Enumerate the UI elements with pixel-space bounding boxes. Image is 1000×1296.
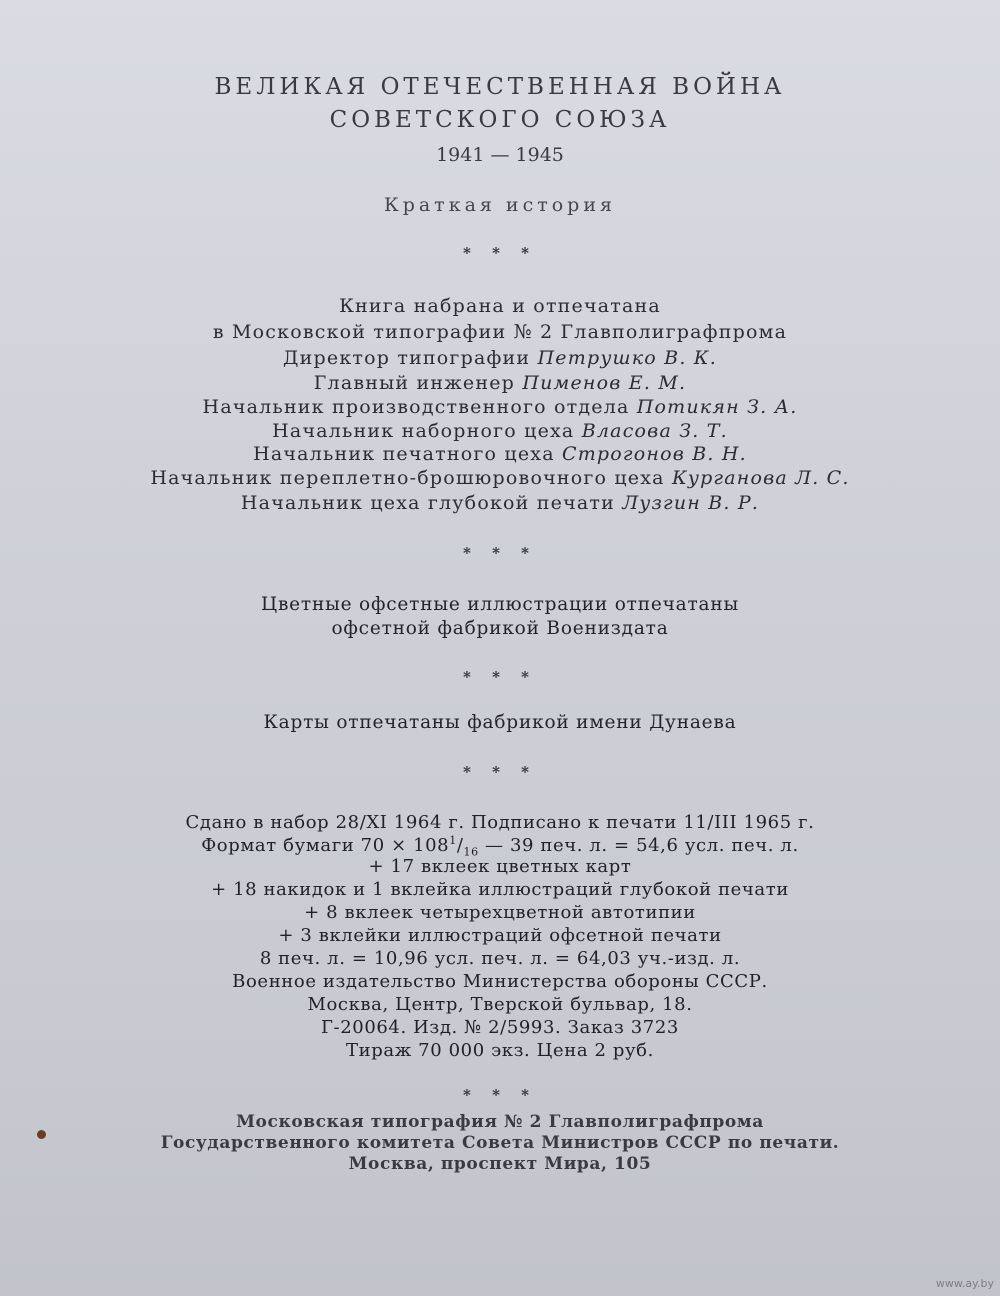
offset-line-1: Цветные офсетные иллюстрации отпечатаны (261, 594, 739, 615)
imprint-sheets: 8 печ. л. = 10,96 усл. печ. л. = 64,03 уч.-изд. л. (259, 948, 741, 969)
imprint-order: Г-20064. Изд. № 2/5993. Заказ 3723 (321, 1017, 679, 1038)
printer-line-3: Москва, проспект Мира, 105 (348, 1154, 652, 1174)
credit-row (0, 420, 1000, 442)
credit-role: Начальник печатного цеха (253, 443, 555, 465)
imprint-print-run: Тираж 70 000 экз. Цена 2 руб. (346, 1040, 654, 1061)
separator-1: * * * (463, 244, 537, 262)
imprint-overlays: + 18 накидок и 1 вклейка иллюстраций глубокой печати (211, 879, 789, 900)
imprint-dates: Сдано в набор 28/XI 1964 г. Подписано к печати 11/III 1965 г. (185, 812, 815, 833)
separator-2: * * * (463, 544, 537, 562)
credit-row (0, 443, 1000, 465)
imprint-offset: + 3 вклейки иллюстраций офсетной печати (278, 925, 722, 946)
separator-4: * * * (463, 763, 537, 781)
book-years: 1941 — 1945 (436, 144, 564, 166)
paper-stain (37, 1130, 46, 1139)
imprint-address: Москва, Центр, Тверской бульвар, 18. (307, 994, 693, 1015)
credit-row (0, 492, 1000, 514)
credit-role: Начальник наборного цеха (272, 420, 575, 442)
credit-name: Петрушко В. К. (537, 347, 717, 369)
credit-role: Начальник производственного отдела (202, 396, 630, 418)
credit-role: Главный инженер (313, 372, 516, 394)
credits-intro-2: в Московской типографии № 2 Главполиграфпрома (212, 321, 788, 343)
imprint-maps-count: + 17 вклеек цветных карт (368, 856, 632, 877)
offset-line-2: офсетной фабрикой Воениздата (331, 618, 669, 639)
imprint-autotype: + 8 вклеек четырехцветной автотипии (304, 902, 696, 923)
printer-line-2: Государственного комитета Совета Министров СССР по печати. (160, 1133, 840, 1153)
credit-name: Строгонов В. Н. (561, 443, 747, 465)
book-title-line2: СОВЕТСКОГО СОЮЗА (329, 107, 671, 133)
credit-name: Лузгин В. Р. (622, 492, 760, 514)
site-watermark: www.ay.by (935, 1277, 994, 1290)
credit-name: Пименов Е. М. (522, 372, 687, 394)
imprint-publisher: Военное издательство Министерства обороны СССР. (232, 971, 768, 992)
format-numerator: 1 (449, 834, 457, 847)
format-text: Формат бумаги 70 × 108 (201, 835, 450, 856)
separator-3: * * * (463, 668, 537, 686)
credit-row (0, 347, 1000, 369)
credit-name: Власова З. Т. (581, 420, 728, 442)
book-subtitle: Краткая история (383, 194, 616, 216)
credit-name: Курганова Л. С. (671, 467, 850, 489)
credits-intro-1: Книга набрана и отпечатана (339, 295, 661, 317)
separator-5: * * * (463, 1086, 537, 1104)
credit-row (0, 372, 1000, 394)
credit-role: Начальник цеха глубокой печати (240, 492, 615, 514)
credit-row (0, 467, 1000, 489)
credit-row (0, 396, 1000, 418)
format-denominator: 16 (463, 845, 479, 859)
credit-role: Начальник переплетно-брошюровочного цеха (150, 467, 665, 489)
book-title-line1: ВЕЛИКАЯ ОТЕЧЕСТВЕННАЯ ВОЙНА (214, 74, 786, 100)
imprint-format: Формат бумаги $70 \times 108^1/_{16}$ — 39 печ. л. = 54,6 усл. печ. л. (201, 834, 799, 859)
maps-line: Карты отпечатаны фабрикой имени Дунаева (263, 712, 737, 733)
printer-line-1: Московская типография № 2 Главполиграфпрома (236, 1112, 764, 1132)
credit-role: Директор типографии (283, 347, 531, 369)
format-sheets: — 39 печ. л. = 54,6 усл. печ. л. (478, 835, 799, 856)
credit-name: Потикян З. А. (636, 396, 798, 418)
